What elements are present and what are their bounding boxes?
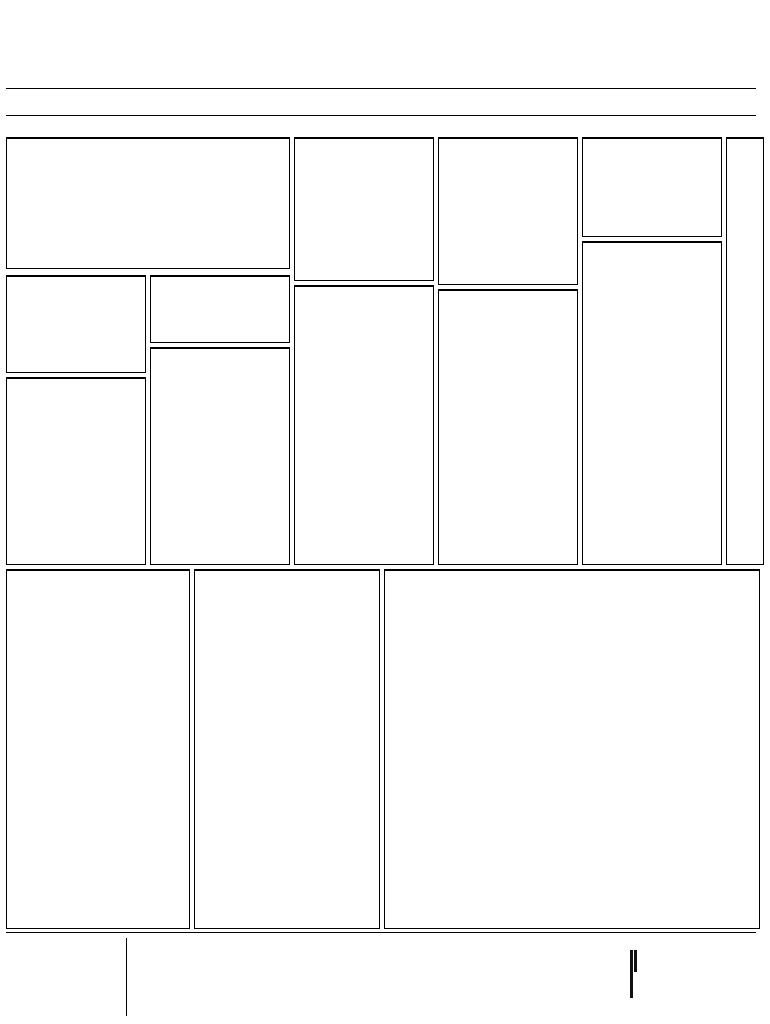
schedule-time bbox=[54, 141, 82, 146]
legal-notice bbox=[438, 137, 578, 285]
legal-notice bbox=[726, 137, 764, 565]
meeting-schedule bbox=[10, 141, 286, 146]
legal-notice bbox=[582, 137, 722, 237]
legal-notice bbox=[150, 347, 290, 565]
official-websites-label bbox=[6, 938, 127, 1016]
legal-notice bbox=[150, 275, 290, 343]
business-observer-logo bbox=[630, 948, 760, 1008]
header-rule-bottom bbox=[6, 115, 756, 116]
notice-ocoee-schedule bbox=[6, 137, 290, 269]
legal-notice bbox=[194, 569, 380, 929]
legal-notice bbox=[6, 377, 146, 565]
footer-rule bbox=[6, 932, 756, 933]
schedule-row bbox=[10, 141, 286, 146]
legal-notice bbox=[294, 137, 434, 281]
logo-mark-icon bbox=[630, 950, 638, 998]
legal-notice bbox=[6, 275, 146, 373]
legal-notice bbox=[384, 569, 760, 929]
legal-notice bbox=[294, 285, 434, 565]
legal-notice bbox=[6, 569, 190, 929]
header-rule-top bbox=[6, 88, 756, 89]
legal-notice bbox=[582, 241, 722, 565]
legal-notice bbox=[438, 289, 578, 565]
schedule-date bbox=[10, 141, 50, 146]
